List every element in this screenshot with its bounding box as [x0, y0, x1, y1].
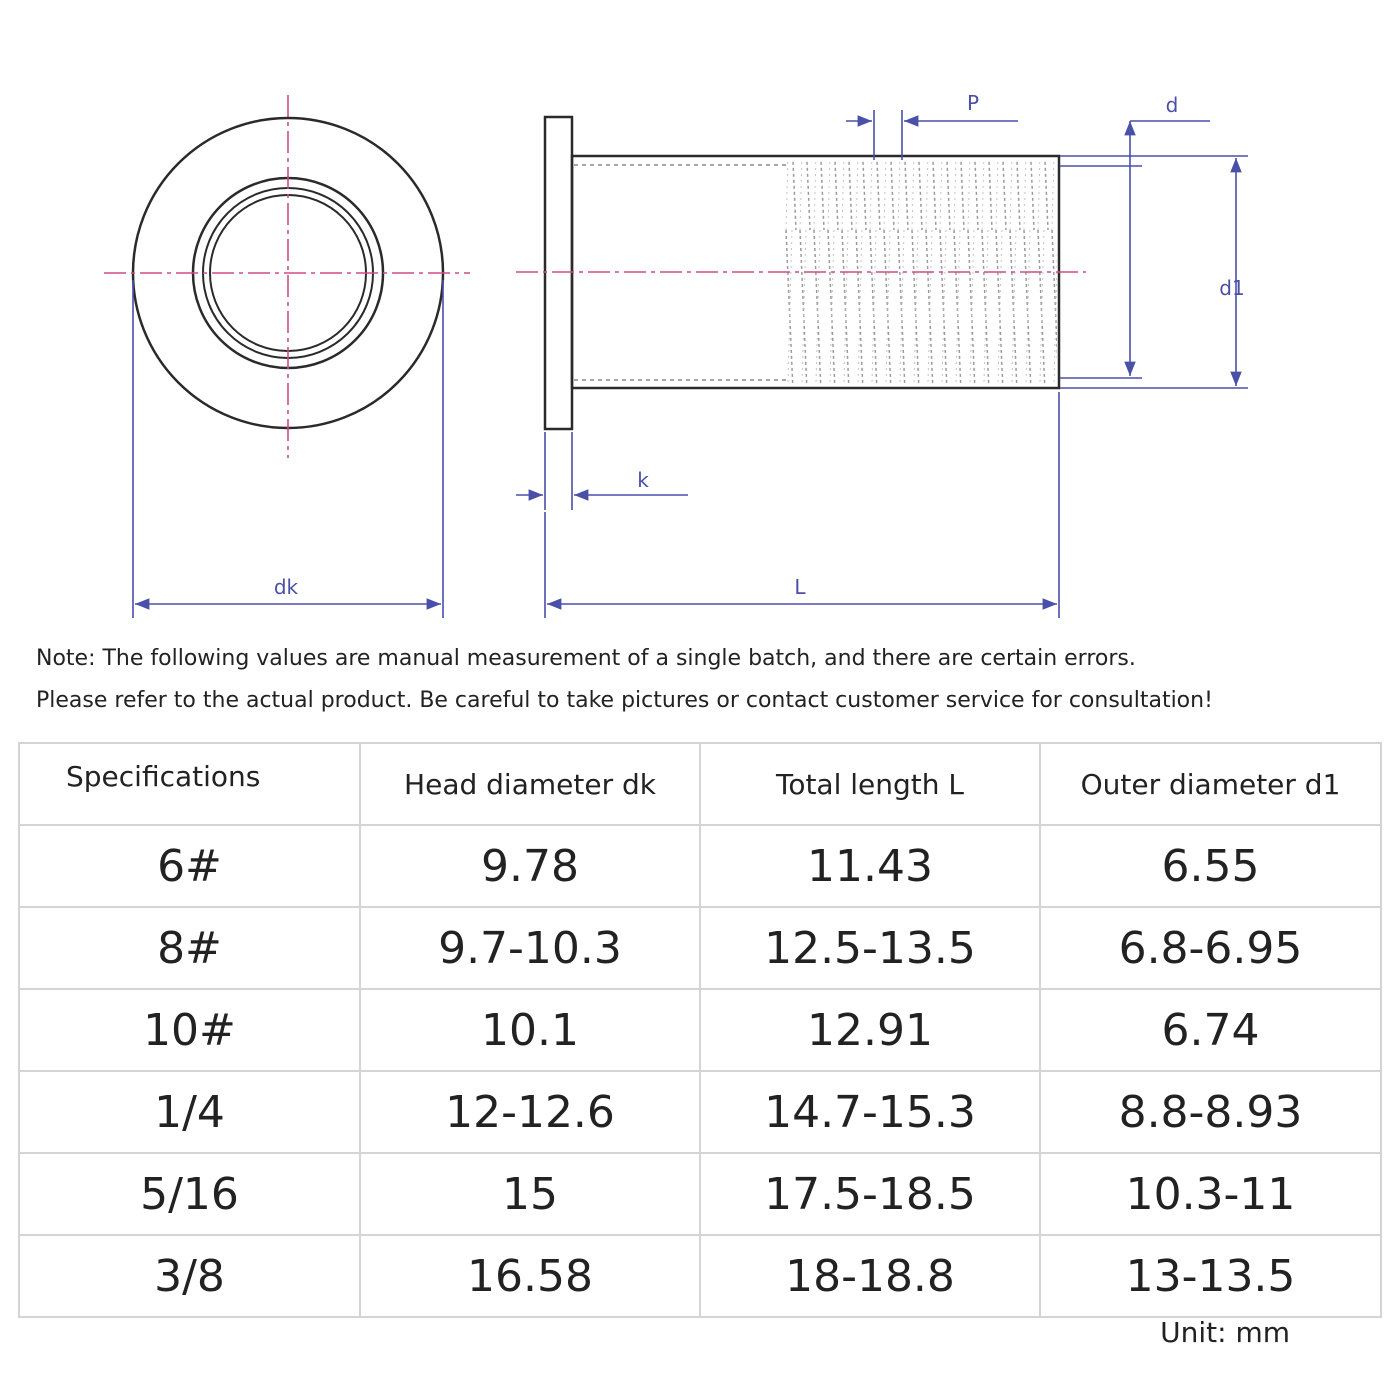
table-cell: 11.43	[700, 825, 1040, 907]
l-label: L	[794, 575, 806, 599]
d1-label: d1	[1219, 276, 1245, 300]
table-cell: 12.5-13.5	[700, 907, 1040, 989]
table-cell: 12-12.6	[360, 1071, 700, 1153]
table-cell: 6.8-6.95	[1040, 907, 1381, 989]
table-cell: 3/8	[19, 1235, 360, 1317]
table-row	[19, 1235, 1381, 1317]
table-cell: 13-13.5	[1040, 1235, 1381, 1317]
table-cell: 12.91	[700, 989, 1040, 1071]
table-row	[19, 1153, 1381, 1235]
table-cell: 9.7-10.3	[360, 907, 700, 989]
specifications-table	[18, 742, 1382, 1318]
k-label: k	[637, 468, 649, 492]
note-line-2: Please refer to the actual product. Be careful to take pictures or contact customer service for consultation!	[36, 688, 1213, 713]
table-row	[19, 989, 1381, 1071]
side-view	[516, 91, 1248, 618]
end-view	[104, 95, 470, 618]
table-cell: 5/16	[19, 1153, 360, 1235]
p-label: P	[966, 91, 980, 115]
header-outer-diameter: Outer diameter d1	[1040, 743, 1381, 825]
table-cell: 6.55	[1040, 825, 1381, 907]
table-cell: 9.78	[360, 825, 700, 907]
table-cell: 15	[360, 1153, 700, 1235]
table-cell: 18-18.8	[700, 1235, 1040, 1317]
table-cell: 6.74	[1040, 989, 1381, 1071]
table-row	[19, 907, 1381, 989]
d-label: d	[1165, 93, 1179, 117]
header-specifications: Specifications	[19, 743, 360, 825]
header-total-length: Total length L	[700, 743, 1040, 825]
table-cell: 17.5-18.5	[700, 1153, 1040, 1235]
table-cell: 14.7-15.3	[700, 1071, 1040, 1153]
dk-label: dk	[273, 575, 299, 599]
table-header-row	[19, 743, 1381, 825]
table-cell: 10.3-11	[1040, 1153, 1381, 1235]
table-row	[19, 1071, 1381, 1153]
unit-label: Unit: mm	[1160, 1316, 1290, 1349]
header-head-diameter: Head diameter dk	[360, 743, 700, 825]
table-cell: 6#	[19, 825, 360, 907]
table-cell: 8.8-8.93	[1040, 1071, 1381, 1153]
table-cell: 16.58	[360, 1235, 700, 1317]
table-cell: 10#	[19, 989, 360, 1071]
table-row	[19, 825, 1381, 907]
note-line-1: Note: The following values are manual measurement of a single batch, and there are certain errors.	[36, 646, 1136, 671]
table-cell: 8#	[19, 907, 360, 989]
technical-drawing	[0, 0, 1400, 640]
flange-head	[545, 117, 572, 429]
table-cell: 1/4	[19, 1071, 360, 1153]
table-cell: 10.1	[360, 989, 700, 1071]
